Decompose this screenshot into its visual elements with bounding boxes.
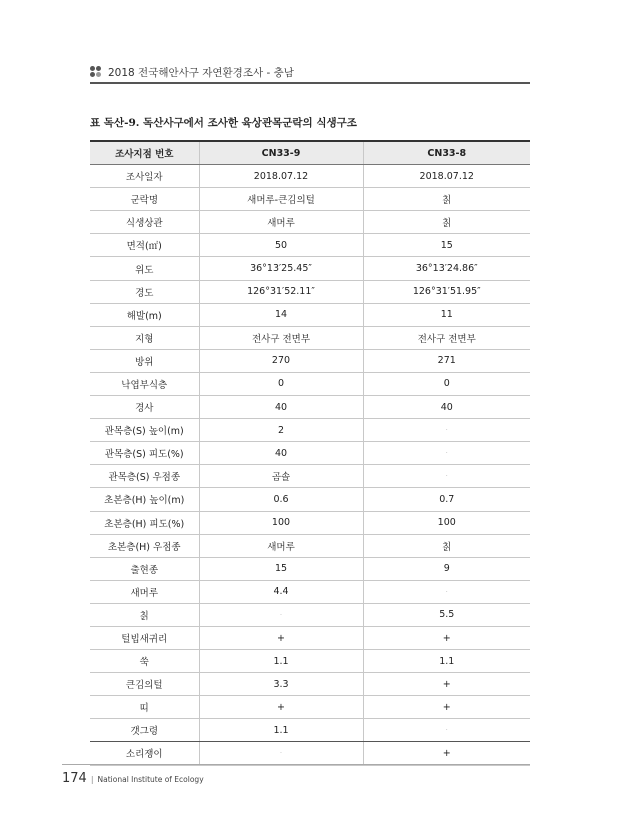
vegetation-structure-table — [90, 140, 530, 766]
value-cell: 0 — [199, 372, 363, 395]
table-row — [90, 211, 530, 234]
header-title: 2018 전국해안사구 자연환경조사 - 충남 — [108, 66, 294, 79]
value-cell: + — [363, 696, 530, 719]
row-label: 출현종 — [90, 557, 199, 580]
row-label: 초본층(H) 피도(%) — [90, 511, 199, 534]
row-label: 해발(m) — [90, 303, 199, 326]
value-cell: 새머루-큰김의털 — [199, 188, 363, 211]
value-cell: + — [363, 742, 530, 765]
row-label: 띠 — [90, 696, 199, 719]
value-cell: · — [199, 742, 363, 765]
row-label: 군락명 — [90, 188, 199, 211]
value-cell: 전사구 전면부 — [363, 326, 530, 349]
value-cell: 15 — [199, 557, 363, 580]
value-cell: · — [199, 603, 363, 626]
table-row — [90, 465, 530, 488]
value-cell: 50 — [199, 234, 363, 257]
value-cell: 1.1 — [363, 650, 530, 673]
table-row — [90, 650, 530, 673]
value-cell: 9 — [363, 557, 530, 580]
value-cell: · — [363, 580, 530, 603]
value-cell: 15 — [363, 234, 530, 257]
value-cell: · — [363, 465, 530, 488]
value-cell: 3.3 — [199, 673, 363, 696]
row-label: 경도 — [90, 280, 199, 303]
row-label: 면적(㎡) — [90, 234, 199, 257]
table-header-row — [90, 141, 530, 165]
value-cell: 270 — [199, 349, 363, 372]
page-number: 174 — [62, 771, 87, 786]
row-label: 초본층(H) 우점종 — [90, 534, 199, 557]
value-cell: 2018.07.12 — [363, 165, 530, 188]
value-cell: + — [199, 696, 363, 719]
row-label: 위도 — [90, 257, 199, 280]
table-row — [90, 488, 530, 511]
value-cell: 40 — [199, 396, 363, 419]
footer-separator: | — [90, 775, 94, 784]
value-cell: 14 — [199, 303, 363, 326]
table-row — [90, 165, 530, 188]
value-cell: 126°31′51.95″ — [363, 280, 530, 303]
footer-rule — [62, 764, 530, 765]
value-cell: 곰솔 — [199, 465, 363, 488]
row-label: 갯그령 — [90, 719, 199, 742]
table-row — [90, 603, 530, 626]
value-cell: 칡 — [363, 211, 530, 234]
table-row — [90, 534, 530, 557]
value-cell: 1.1 — [199, 719, 363, 742]
value-cell: 100 — [199, 511, 363, 534]
column-header: CN33-8 — [363, 141, 530, 165]
row-label: 낙엽부식층 — [90, 372, 199, 395]
table-row — [90, 303, 530, 326]
row-label: 쑥 — [90, 650, 199, 673]
value-cell: 2 — [199, 419, 363, 442]
row-label: 관목층(S) 피도(%) — [90, 442, 199, 465]
table-bottom-rule — [90, 741, 530, 742]
table-row — [90, 696, 530, 719]
value-cell: 271 — [363, 349, 530, 372]
value-cell: · — [363, 719, 530, 742]
table-row — [90, 234, 530, 257]
table-row — [90, 280, 530, 303]
row-label: 칡 — [90, 603, 199, 626]
value-cell: 126°31′52.11″ — [199, 280, 363, 303]
table-row — [90, 396, 530, 419]
running-header — [90, 64, 294, 80]
table-row — [90, 557, 530, 580]
value-cell: · — [363, 419, 530, 442]
value-cell: 40 — [199, 442, 363, 465]
row-label: 방위 — [90, 349, 199, 372]
value-cell: 0 — [363, 372, 530, 395]
value-cell: 0.7 — [363, 488, 530, 511]
header-rule — [90, 82, 530, 84]
row-label: 새머루 — [90, 580, 199, 603]
row-label: 초본층(H) 높이(m) — [90, 488, 199, 511]
value-cell: 5.5 — [363, 603, 530, 626]
header-dots-icon — [90, 66, 102, 78]
table-row — [90, 257, 530, 280]
table-row — [90, 326, 530, 349]
table-row — [90, 673, 530, 696]
value-cell: 전사구 전면부 — [199, 326, 363, 349]
row-label: 큰김의털 — [90, 673, 199, 696]
column-header: 조사지점 번호 — [90, 141, 199, 165]
table-row — [90, 580, 530, 603]
table-row — [90, 349, 530, 372]
page-footer — [62, 771, 204, 786]
value-cell: + — [363, 673, 530, 696]
value-cell: · — [363, 442, 530, 465]
value-cell: 4.4 — [199, 580, 363, 603]
row-label: 소리쟁이 — [90, 742, 199, 765]
row-label: 경사 — [90, 396, 199, 419]
value-cell: 새머루 — [199, 211, 363, 234]
value-cell: 칡 — [363, 534, 530, 557]
institution-name: National Institute of Ecology — [97, 775, 204, 784]
value-cell: 1.1 — [199, 650, 363, 673]
row-label: 조사일자 — [90, 165, 199, 188]
row-label: 털빕새귀리 — [90, 626, 199, 649]
value-cell: 100 — [363, 511, 530, 534]
table-row — [90, 419, 530, 442]
table-row — [90, 188, 530, 211]
table-row — [90, 372, 530, 395]
value-cell: + — [199, 626, 363, 649]
table-caption: 표 독산-9. 독산사구에서 조사한 육상관목군락의 식생구조 — [90, 117, 357, 129]
table-row — [90, 442, 530, 465]
row-label: 관목층(S) 높이(m) — [90, 419, 199, 442]
row-label: 식생상관 — [90, 211, 199, 234]
value-cell: + — [363, 626, 530, 649]
value-cell: 2018.07.12 — [199, 165, 363, 188]
value-cell: 40 — [363, 396, 530, 419]
row-label: 지형 — [90, 326, 199, 349]
table-row — [90, 742, 530, 765]
row-label: 관목층(S) 우점종 — [90, 465, 199, 488]
value-cell: 36°13′24.86″ — [363, 257, 530, 280]
value-cell: 0.6 — [199, 488, 363, 511]
column-header: CN33-9 — [199, 141, 363, 165]
value-cell: 칡 — [363, 188, 530, 211]
table-row — [90, 626, 530, 649]
table-row — [90, 511, 530, 534]
value-cell: 36°13′25.45″ — [199, 257, 363, 280]
table-row — [90, 719, 530, 742]
value-cell: 새머루 — [199, 534, 363, 557]
value-cell: 11 — [363, 303, 530, 326]
